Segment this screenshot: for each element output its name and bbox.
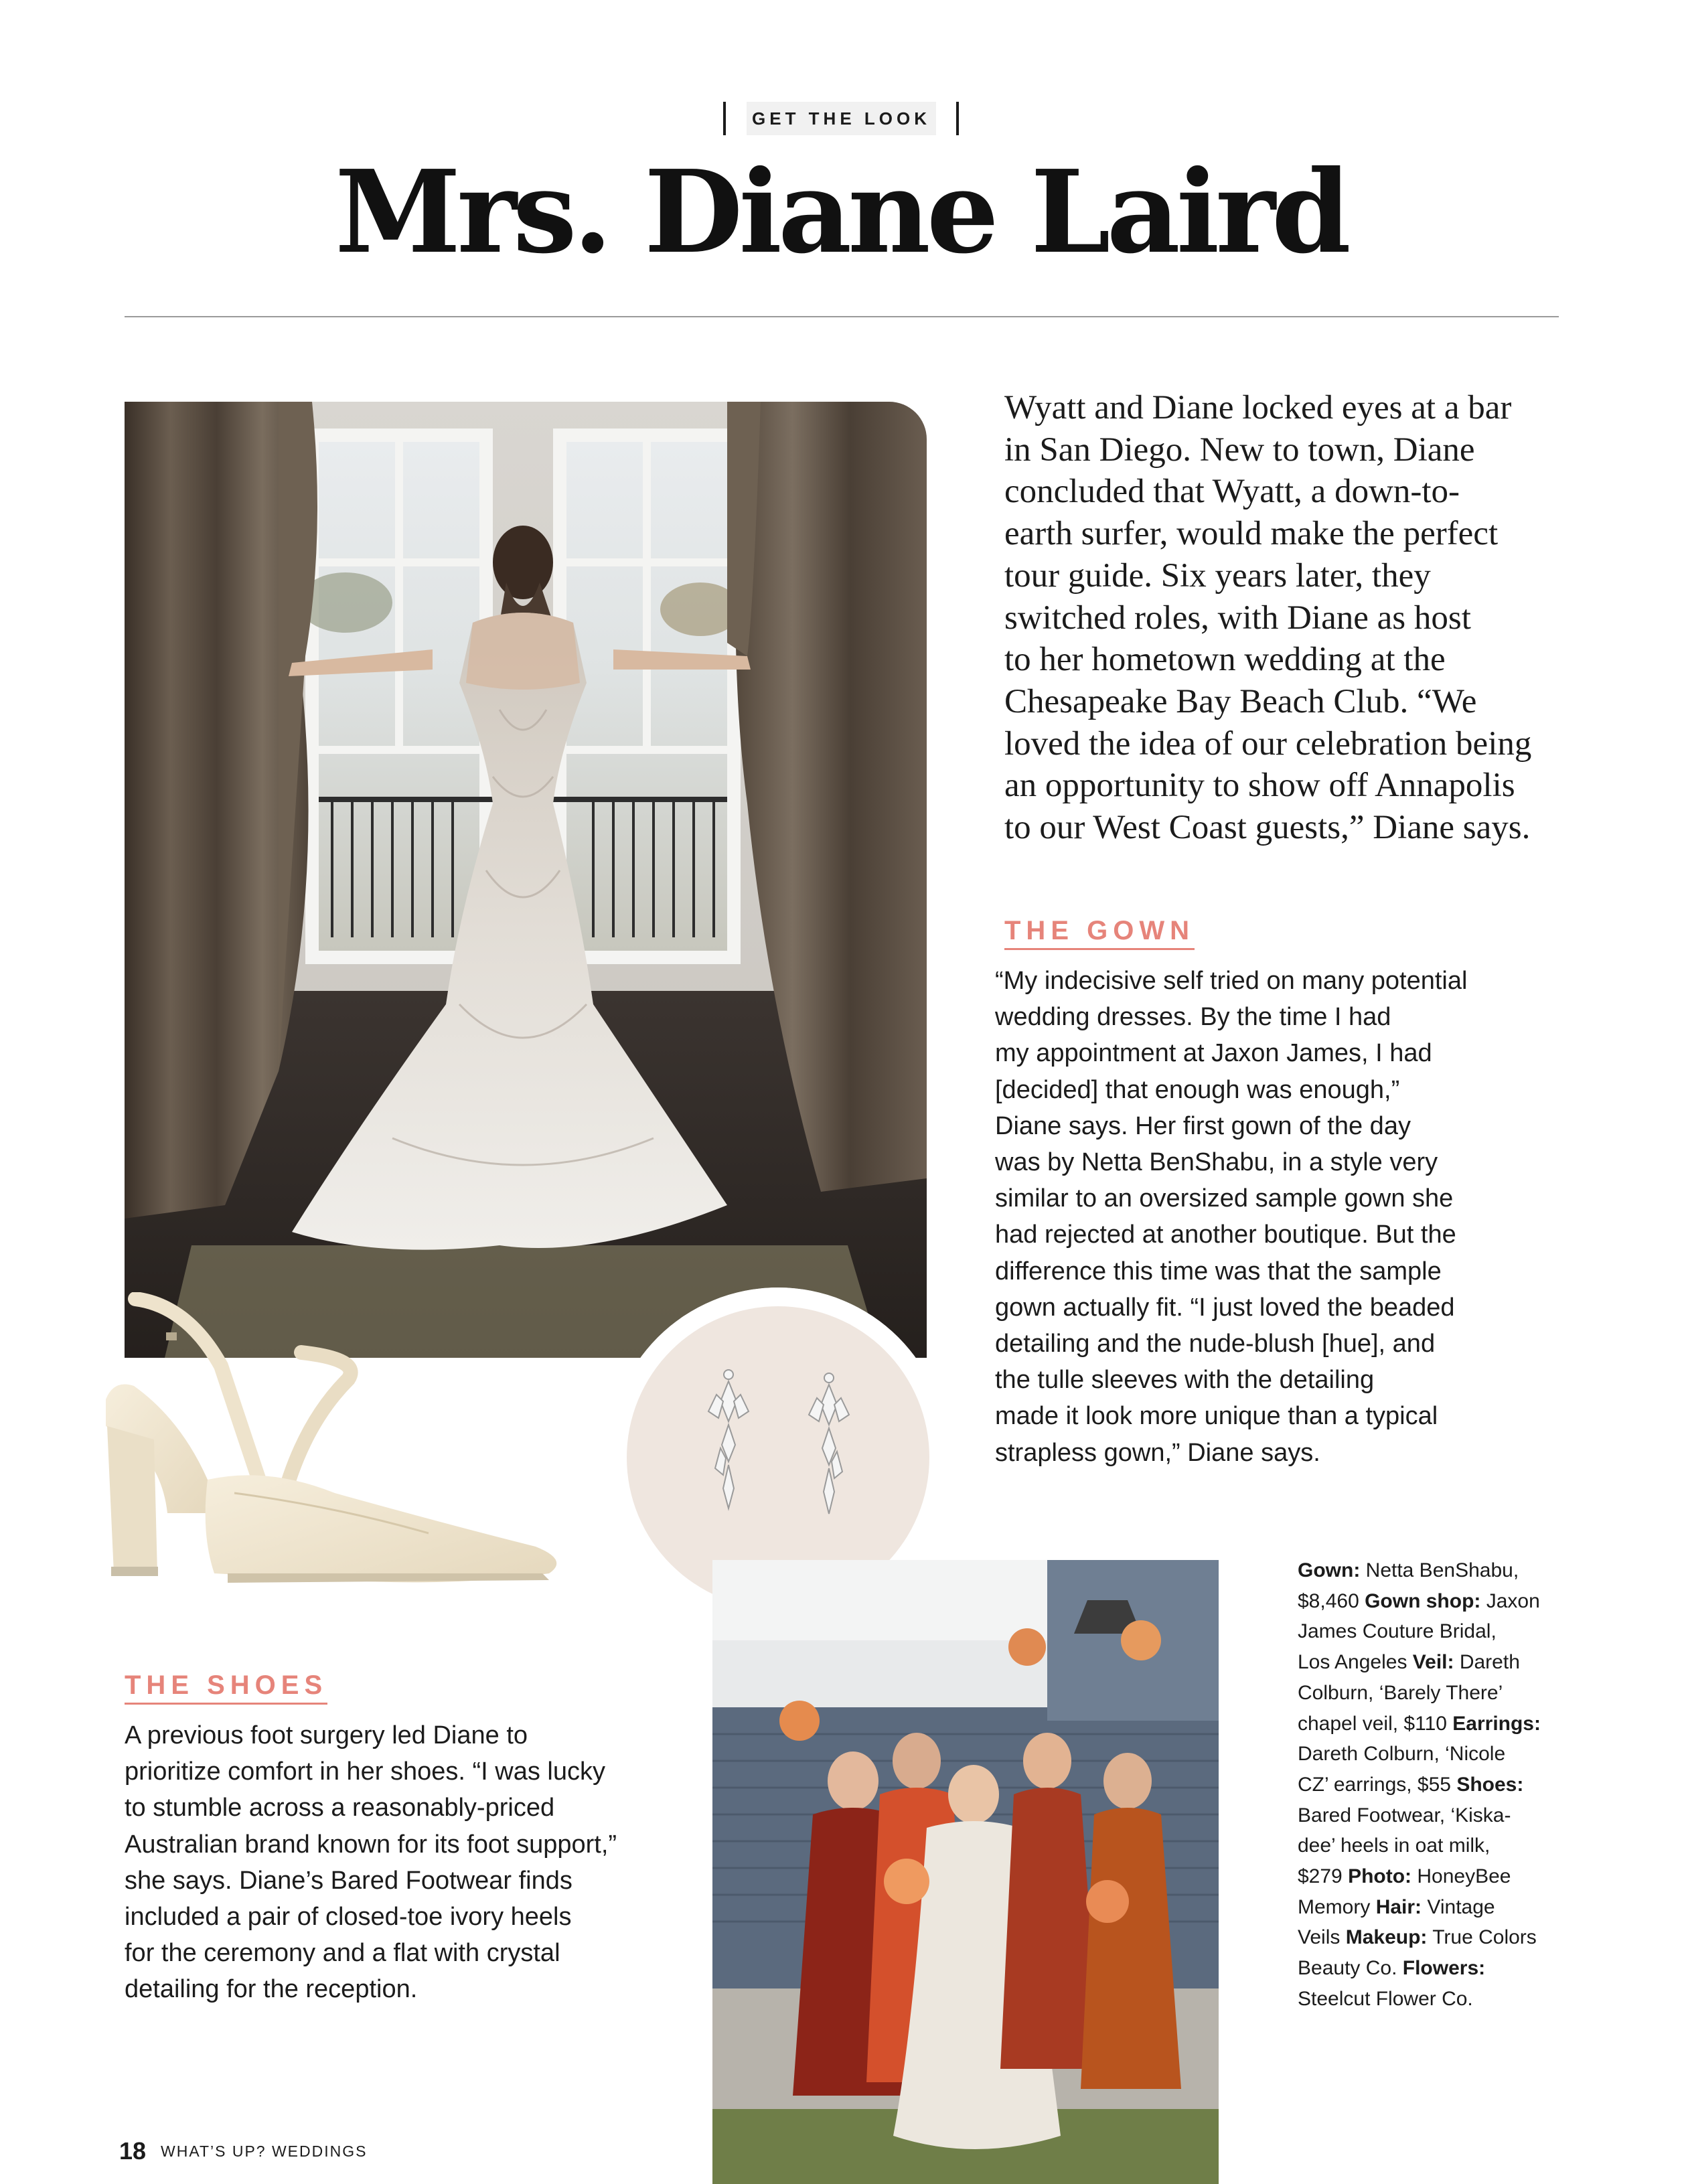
credit-line: chapel veil, $110 Earrings: [1298,1712,1541,1735]
text-line: my appointment at Jaxon James, I had [995,1039,1432,1068]
intro-paragraph [1004,387,1567,849]
gown-heading: THE GOWN [1004,917,1195,950]
text-line: Australian brand known for its foot support,” [125,1830,617,1859]
gown-body [995,963,1467,1471]
title-divider [125,316,1559,317]
credit-line: Veils Makeup: True Colors [1298,1926,1537,1949]
text-line: included a pair of closed-toe ivory heels [125,1903,572,1932]
bride-window-photo [125,402,927,1358]
text-line: detailing for the reception. [125,1975,418,2004]
credit-line: Colburn, ‘Barely There’ [1298,1681,1503,1704]
text-line: detailing and the nude-blush [hue], and [995,1330,1436,1358]
credit-line: Gown: Netta BenShabu, [1298,1559,1519,1581]
kicker-label: GET THE LOOK [747,102,936,135]
credit-line: CZ’ earrings, $55 Shoes: [1298,1773,1524,1796]
text-line: A previous foot surgery led Diane to [125,1721,528,1749]
text-line: an opportunity to show off Annapolis [1004,767,1515,805]
credit-line: Memory Hair: Vintage [1298,1895,1495,1918]
text-line: difference this time was that the sample [995,1257,1442,1285]
text-line: had rejected at another boutique. But the [995,1221,1456,1249]
credit-line: $8,460 Gown shop: Jaxon [1298,1589,1540,1612]
kicker-left-bar [723,102,726,135]
bridal-party-photo [712,1560,1219,2184]
page-number: 18 [119,2137,147,2165]
credit-line: Los Angeles Veil: Dareth [1298,1651,1520,1674]
credit-line: $279 Photo: HoneyBee [1298,1865,1511,1888]
text-line: prioritize comfort in her shoes. “I was lucky [125,1758,606,1786]
credit-line: Beauty Co. Flowers: [1298,1957,1486,1980]
kicker-right-bar [956,102,959,135]
page-title: Mrs. Diane Laird [335,145,1347,279]
text-line: similar to an oversized sample gown she [995,1184,1454,1213]
text-line: the tulle sleeves with the detailing [995,1366,1375,1395]
text-line: gown actually fit. “I just loved the beaded [995,1293,1455,1322]
shoes-heading: THE SHOES [125,1672,327,1705]
credit-line: dee’ heels in oat milk, [1298,1835,1490,1857]
text-line: switched roles, with Diane as host [1004,599,1471,637]
ivory-heel-shoe-image [80,1292,589,1614]
credit-line: Bared Footwear, ‘Kiska- [1298,1804,1511,1826]
text-line: in San Diego. New to town, Diane [1004,431,1475,469]
credits-block [1298,1555,1565,2015]
text-line: to her hometown wedding at the [1004,641,1446,679]
text-line: earth surfer, would make the perfect [1004,515,1499,553]
text-line: made it look more unique than a typical [995,1402,1438,1431]
text-line: to our West Coast guests,” Diane says. [1004,809,1531,847]
text-line: [decided] that enough was enough,” [995,1075,1400,1104]
text-line: was by Netta BenShabu, in a style very [995,1148,1438,1177]
text-line: for the ceremony and a flat with crystal [125,1939,560,1968]
text-line: concluded that Wyatt, a down-to- [1004,473,1460,511]
text-line: tour guide. Six years later, they [1004,556,1431,595]
text-line: wedding dresses. By the time I had [995,1003,1391,1032]
text-line: strapless gown,” Diane says. [995,1438,1320,1467]
credit-line: Dareth Colburn, ‘Nicole [1298,1743,1506,1766]
text-line: Chesapeake Bay Beach Club. “We [1004,682,1477,720]
text-line: she says. Diane’s Bared Footwear finds [125,1866,572,1895]
text-line: Diane says. Her first gown of the day [995,1111,1411,1140]
credit-line: James Couture Bridal, [1298,1620,1497,1643]
text-line: Wyatt and Diane locked eyes at a bar [1004,389,1512,426]
text-line: “My indecisive self tried on many potential [995,967,1468,995]
text-line: to stumble across a reasonably-priced [125,1794,555,1822]
credit-line: Steelcut Flower Co. [1298,1987,1473,2010]
publication-name: WHAT’S UP? WEDDINGS [161,2142,368,2160]
shoes-body [125,1717,617,2008]
text-line: loved the idea of our celebration being [1004,724,1532,763]
